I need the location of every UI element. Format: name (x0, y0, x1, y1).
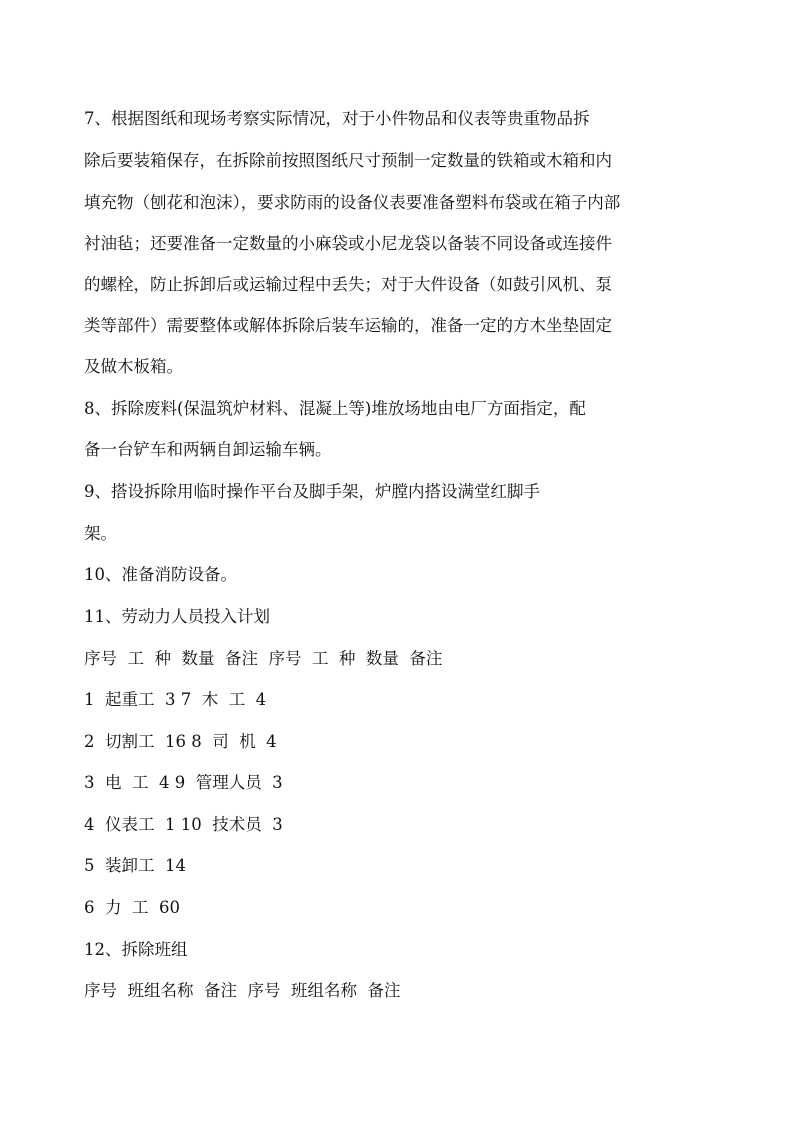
paragraph-8-line-2: 备一台铲车和两辆自卸运输车辆。 (84, 440, 332, 459)
paragraph-9-line-1: 9、搭设拆除用临时操作平台及脚手架，炉膛内搭设满堂红脚手 (84, 482, 540, 501)
labor-table-row: 4 仪表工 1 10 技术员 3 (84, 815, 283, 834)
section-12-heading: 12、拆除班组 (84, 940, 188, 959)
paragraph-7-line-7: 及做木板箱。 (84, 357, 183, 376)
labor-table-row: 5 装卸工 14 (84, 856, 186, 875)
labor-table-row: 6 力 工 60 (84, 898, 180, 917)
paragraph-7-line-5: 的螺栓，防止拆卸后或运输过程中丢失；对于大件设备（如鼓引风机、泵 (84, 275, 612, 294)
labor-table-row: 2 切割工 16 8 司 机 4 (84, 732, 277, 751)
paragraph-9-line-2: 架。 (84, 524, 117, 543)
labor-table-header: 序号 工 种 数量 备注 序号 工 种 数量 备注 (84, 649, 443, 668)
team-table-header: 序号 班组名称 备注 序号 班组名称 备注 (84, 981, 401, 1000)
paragraph-7-line-2: 除后要装箱保存，在拆除前按照图纸尺寸预制一定数量的铁箱或木箱和内 (84, 151, 612, 170)
paragraph-10: 10、准备消防设备。 (84, 565, 237, 584)
section-11-heading: 11、劳动力人员投入计划 (84, 607, 270, 626)
paragraph-7-line-1: 7、根据图纸和现场考察实际情况，对于小件物品和仪表等贵重物品拆 (84, 109, 590, 128)
labor-table-row: 3 电 工 4 9 管理人员 3 (84, 773, 283, 792)
paragraph-7-line-3: 填充物（刨花和泡沫），要求防雨的设备仪表要准备塑料布袋或在箱子内部 (84, 193, 621, 212)
labor-table-row: 1 起重工 3 7 木 工 4 (84, 690, 267, 709)
paragraph-7-line-6: 类等部件）需要整体或解体拆除后装车运输的，准备一定的方木坐垫固定 (84, 316, 612, 335)
paragraph-8-line-1: 8、拆除废料(保温筑炉材料、混凝上等)堆放场地由电厂方面指定，配 (84, 399, 586, 418)
paragraph-7-line-4: 衬油毡；还要准备一定数量的小麻袋或小尼龙袋以备装不同设备或连接件 (84, 234, 612, 253)
